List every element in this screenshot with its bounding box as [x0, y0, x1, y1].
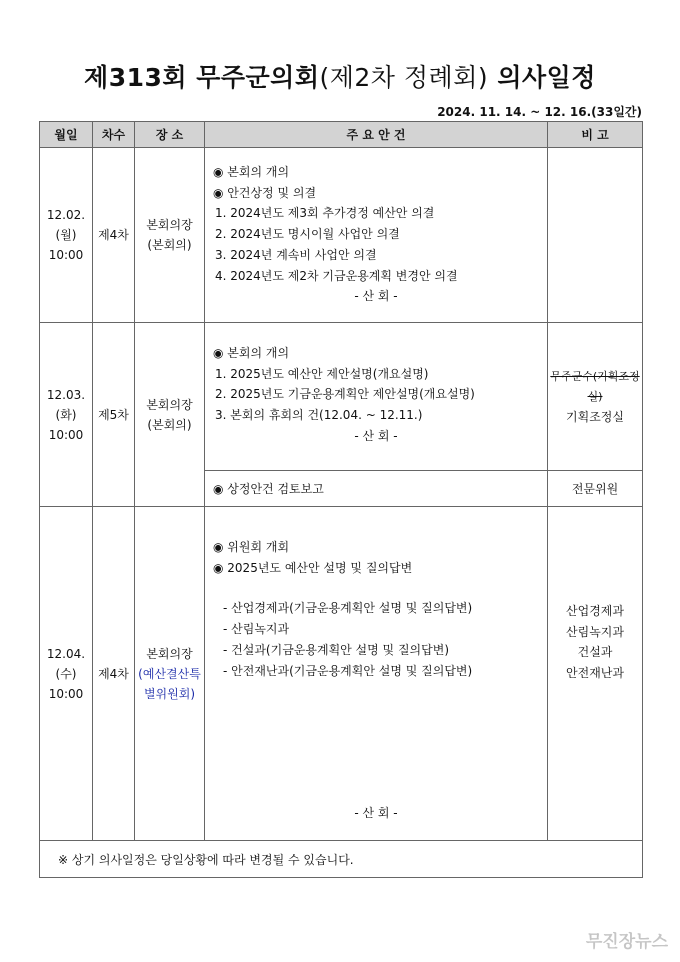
table-row [40, 507, 643, 841]
spacer [213, 578, 547, 598]
time: 10:00 [48, 248, 84, 262]
header-session: 차수 [93, 122, 135, 148]
place-type: (예산결산특 [138, 666, 201, 681]
schedule-period: 2024. 11. 14. ~ 12. 16.(33일간) [437, 105, 642, 119]
place-cell [135, 148, 205, 323]
agenda-item: ◉ 2025년도 예산안 설명 및 질의답변 [213, 560, 413, 575]
watermark-logo: 무진장뉴스 [585, 932, 668, 952]
weekday: (화) [55, 407, 77, 422]
date: 12.03. [46, 387, 86, 402]
date: 12.02. [46, 208, 86, 222]
remarks-cell [548, 148, 643, 323]
footnote: ※ 상기 의사일정은 당일상황에 따라 변경될 수 있습니다. [40, 841, 643, 878]
header-agenda: 주 요 안 건 [205, 122, 548, 148]
date-cell [40, 148, 93, 323]
schedule-table [39, 121, 643, 878]
agenda-item: ◉ 본회의 개의 [213, 165, 290, 179]
remark: 산업경제과 [566, 604, 624, 618]
header-remarks: 비 고 [548, 122, 643, 148]
remark: 안전재난과 [566, 666, 624, 681]
agenda-cell [205, 323, 548, 471]
agenda-cell [205, 148, 548, 323]
spacer [213, 681, 547, 803]
agenda-item: 1. 2025년도 예산안 제안설명(개요설명) [215, 366, 429, 381]
time: 10:00 [48, 427, 84, 442]
title-tail: 의사일정 [488, 63, 596, 92]
adjourn-text: - 산 회 - [354, 289, 398, 304]
note-row [40, 841, 643, 878]
time: 10:00 [48, 686, 84, 701]
session-cell: 제4차 [93, 148, 135, 323]
table-row [40, 148, 643, 323]
weekday: (월) [55, 228, 77, 242]
place-cell [135, 507, 205, 841]
header-place: 장 소 [135, 122, 205, 148]
agenda-cell: ◉ 상정안건 검토보고 [205, 471, 548, 507]
page-title [0, 58, 680, 94]
place: 본회의장 [146, 397, 193, 412]
place-type: (본회의) [147, 238, 192, 252]
date: 12.04. [46, 646, 86, 661]
dept-item: - 산업경제과(기금운용계획안 설명 및 질의답변) [223, 601, 473, 616]
agenda-item: ◉ 안건상정 및 의결 [213, 185, 317, 200]
place: 본회의장 [146, 646, 193, 661]
remark: 건설과 [577, 645, 613, 660]
weekday: (수) [55, 666, 77, 681]
title-main: 제313회 무주군의회 [84, 63, 320, 92]
session-cell: 제5차 [93, 323, 135, 507]
dept-item: - 건설과(기금운용계획안 설명 및 질의답변) [223, 642, 450, 657]
agenda-item: 3. 2024년 계속비 사업안 의결 [215, 247, 377, 262]
agenda-item: 2. 2024년도 명시이월 사업안 의결 [215, 227, 400, 242]
adjourn-text: - 산 회 - [354, 806, 398, 821]
remark: 산림녹지과 [566, 624, 624, 639]
agenda-item: 3. 본회의 휴회의 건(12.04. ~ 12.11.) [215, 408, 423, 423]
remarks-cell: 전문위원 [548, 471, 643, 507]
agenda-item: 4. 2024년도 제2차 기금운용계획 변경안 의결 [215, 268, 458, 283]
place-cell [135, 323, 205, 507]
place-type: (본회의) [147, 417, 192, 432]
date-cell [40, 507, 93, 841]
agenda-item: 2. 2025년도 기금운용계획안 제안설명(개요설명) [215, 387, 475, 402]
agenda-item: 1. 2024년도 제3회 추가경정 예산안 의결 [215, 206, 435, 221]
remark: 기획조정실 [566, 409, 624, 424]
remark-strikethrough: 무주군수(기획조정실) [550, 369, 640, 403]
agenda-item: ◉ 본회의 개의 [213, 346, 290, 360]
place: 본회의장 [146, 218, 193, 232]
remarks-cell [548, 323, 643, 471]
header-row [40, 122, 643, 148]
title-sub: (제2차 정례회) [319, 63, 489, 92]
agenda-cell [205, 507, 548, 841]
session-cell: 제4차 [93, 507, 135, 841]
header-date: 월일 [40, 122, 93, 148]
date-cell [40, 323, 93, 507]
agenda-item: ◉ 위원회 개회 [213, 540, 290, 554]
dept-item: - 안전재난과(기금운용계획안 설명 및 질의답변) [223, 663, 473, 678]
adjourn-text: - 산 회 - [354, 428, 398, 443]
remarks-cell [548, 507, 643, 841]
table-row [40, 323, 643, 471]
place-type-cont: 별위원회) [143, 686, 196, 701]
dept-item: - 산림녹지과 [223, 622, 290, 637]
